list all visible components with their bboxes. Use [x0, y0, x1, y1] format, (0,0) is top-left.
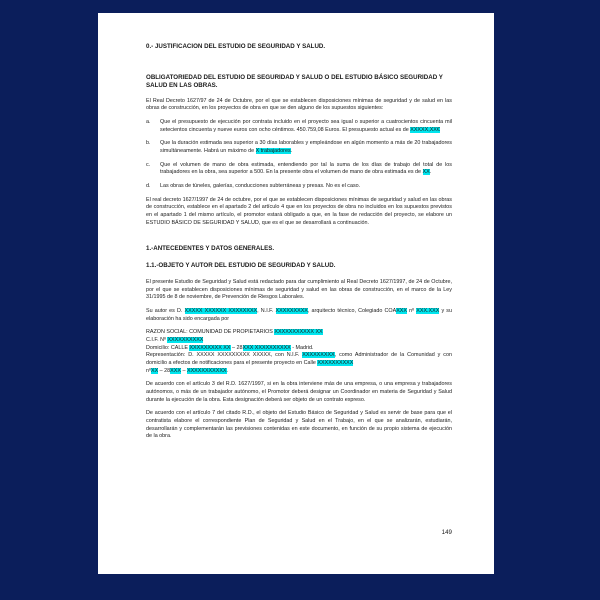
list-item: b. Que la duración estimada sea superior a 30 días laborables y empleándose en algún momento a más de 20 trabajadores simultáneamente. Habrá un máximo de X trabajadores. — [146, 140, 452, 154]
list-item — [146, 119, 452, 134]
section-title-antecedentes: 1.-ANTECEDENTES Y DATOS GENERALES. — [146, 245, 275, 253]
author-coa: XXX — [396, 307, 407, 314]
paragraph-articulo-3: De acuerdo con el artículo 3 del R.D. 1627/1997, si en la obra interviene más de una empresa, o una empresa y trabajadores autónomos, o más de un trabajador autónomo, el Promotor deberá designar un Coordinador en materia de Seguridad y Salud durante la ejecución de la obra. Esta designación deberá ser objeto de un contrato expreso. — [146, 381, 452, 403]
author-name: XXXXX XXXXXX XXXXXXXX — [184, 307, 258, 314]
highlighted-placeholder: XX — [422, 169, 430, 176]
list-item-label: c. — [146, 161, 151, 168]
section-heading-justificacion: 0.- JUSTIFICACION DEL ESTUDIO DE SEGURIDAD Y SALUD. — [146, 43, 326, 50]
list-item-text: Las obras de túneles, galerías, conducciones subterráneas y presas. No es el caso. — [160, 182, 361, 189]
client-cif: C.I.F. Nº XXXXXXXXXX — [146, 336, 204, 343]
highlighted-placeholder: XXXXX,XX€ — [410, 126, 440, 133]
obligatoriedad-closing: El real decreto 1627/1997 de 24 de octubre, por el que se establecen disposiciones mínimas de seguridad y salud en las obras de construcción, establece en el apartado 2 del artículo 4 que en los proyectos de obra no incluidos en los supuestos previstos en el apartado 1 del mismo artículo, el promotor estará obligado a que, en la fase de redacción del proyecto, se elabore un ESTUDIO BÁSICO DE SEGURIDAD Y SALUD, que es el que se desarrollará a continuación. — [146, 196, 452, 226]
list-item-label: b. — [146, 140, 151, 147]
page-number: 149 — [441, 529, 452, 537]
client-representacion-address: nºXX – 28XXX – XXXXXXXXXXX. — [146, 367, 229, 374]
client-representacion: Representación: D. XXXXX XXXXXXXXX XXXXX, con N.I.F. XXXXXXXXX, como Administrador de la Comunidad y con domicilio a efectos de notificaciones para el presente proyecto en Calle XXXXXXXXXX — [146, 352, 452, 366]
client-block — [146, 329, 452, 375]
paragraph-author: Su autor es D. XXXXX XXXXXX XXXXXXXX, N.I.F. XXXXXXXXX, arquitecto técnico, Colegiado COAXXX nº XXX.XXX y su elaboración ha sido encargada por — [146, 307, 453, 322]
obligatoriedad-title: OBLIGATORIEDAD DEL ESTUDIO DE SEGURIDAD Y SALUD O DEL ESTUDIO BÁSICO SEGURIDAD Y SALUD EN LAS OBRAS. — [146, 73, 443, 90]
highlighted-placeholder: X trabajadores — [255, 147, 291, 154]
list-item — [146, 183, 452, 191]
list-item-label: a. — [146, 118, 151, 125]
list-item: c. Que el volumen de mano de obra estimada, entendiendo por tal la suma de los días de trabajo del total de los trabajadores en la obra, sea superior a 500. En la presente obra el volumen de mano de obra estimada es de XX. — [146, 161, 452, 176]
paragraph-articulo-7: De acuerdo con el artículo 7 del citado R.D., el objeto del Estudio Básico de Seguridad y Salud es servir de base para que el contratista elabore el correspondiente Plan de Seguridad y Salud en el Trabajo, en el que se analizarán, estudiarán, desarrollarán y complementarán las previsiones contenidas en este documento, en función de su propio sistema de ejecución de la obra. — [146, 410, 452, 440]
document-page — [98, 13, 494, 574]
list-item-text: Que el presupuesto de ejecución por contrata incluido en el proyecto sea igual o superior a cuatrocientos cincuenta mil setecientos cincuenta y nueve euros con ocho céntimos. 450.759,08 Euros. El presupuesto actual es de — [160, 118, 452, 133]
obligatoriedad-intro: El Real Decreto 1627/97 de 24 de Octubre, por el que se establecen disposiciones mínimas de seguridad y de salud en las obras de construcción, en los proyectos de obra en que se den alguno de los supuestos siguientes: — [146, 97, 452, 112]
author-nif: XXXXXXXXX — [275, 307, 308, 314]
client-razon-social: RAZON SOCIAL: COMUNIDAD DE PROPIETARIOS XXXXXXXXXXX XX — [146, 329, 323, 336]
supuestos-list — [146, 119, 452, 191]
list-item-text: Que el volumen de mano de obra estimada, entendiendo por tal la suma de los días de trabajo del total de los trabajadores en la obra, sea superior a 500. En la presente obra el volumen de mano de obra estimada es de — [160, 161, 452, 176]
list-item-label: d. — [146, 182, 151, 189]
client-domicilio: Domicilio: CALLE XXXXXXXXX XX – 28XXX XXXXXXXXXX - Madrid. — [146, 344, 314, 351]
author-number: XXX.XXX — [416, 307, 440, 314]
subsection-title-objeto: 1.1.-OBJETO Y AUTOR DEL ESTUDIO DE SEGURIDAD Y SALUD. — [146, 262, 336, 270]
list-item-text: Que la duración estimada sea superior a 30 días laborables y empleándose en algún momento a más de 20 trabajadores simultáneamente. Habrá un máximo de — [160, 140, 452, 154]
paragraph-objeto: El presente Estudio de Seguridad y Salud está redactado para dar cumplimiento al Real Decreto 1627/1997, de 24 de Octubre, por el que se establecen disposiciones mínimas de seguridad y salud en las obras de construcción, en el marco de la Ley 31/1995 de 8 de noviembre, de Prevención de Riesgos Laborales. — [146, 278, 452, 301]
